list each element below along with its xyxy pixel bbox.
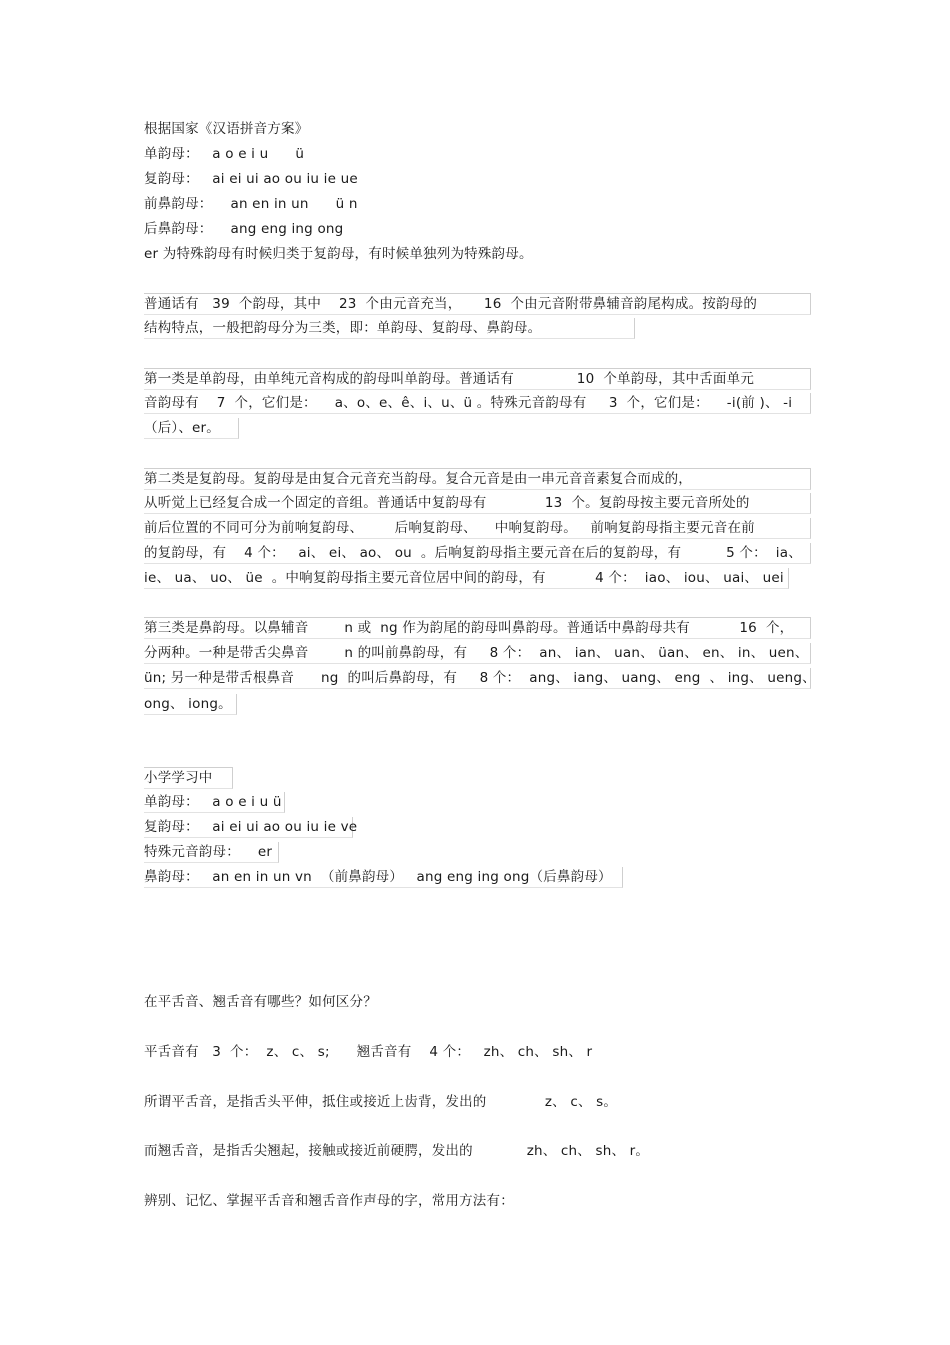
type2-line-2: 从听觉上已经复合成一个固定的音组。普通话中复韵母有 13 个。复韵母按主要元音所处的 [144,493,811,514]
primary-special-final: 特殊元音韵母： er [144,842,279,863]
type3-line-2: 分两种。一种是带舌尖鼻音 n 的叫前鼻韵母，有 8 个： an、 ian、 uan、 üan、 en、 in、 uen、 [144,643,811,664]
type1-line-2: 音韵母有 7 个，它们是： a、o、e、ê、i、u、ü 。特殊元音韵母有 3 个，它们是： -i(前 )、 -i [144,393,811,414]
scheme-heading: 根据国家《汉语拼音方案》 [144,121,309,137]
primary-compound-finals: 复韵母： ai ei ui ao ou iu ie ve [144,817,353,838]
type3-line-3: ün; 另一种是带舌根鼻音 ng 的叫后鼻韵母，有 8 个： ang、 iang、 uang、 eng 、 ing、 ueng、 [144,668,811,689]
scheme-simple-finals: 单韵母： a o e i u ü [144,146,305,162]
overview-line-1: 普通话有 39 个韵母，其中 23 个由元音充当， 16 个由元音附带鼻辅音韵尾构成。按韵母的 [144,293,811,315]
type3-line-4: ong、 iong。 [144,694,237,715]
type1-line-3: （后）、er。 [144,418,239,439]
retroflex-answer-1: 平舌音有 3 个： z、 c、 s; 翘舌音有 4 个： zh、 ch、 sh、 r [144,1044,593,1060]
primary-simple-finals: 单韵母： a o e i u ü [144,792,285,813]
retroflex-answer-3: 而翘舌音，是指舌尖翘起，接触或接近前硬腭，发出的 zh、 ch、 sh、 r。 [144,1143,650,1159]
overview-line-2: 结构特点，一般把韵母分为三类，即：单韵母、复韵母、鼻韵母。 [144,318,635,339]
scheme-front-nasal-finals: 前鼻韵母： an en in un ü n [144,196,358,212]
type2-line-1: 第二类是复韵母。复韵母是由复合元音充当韵母。复合元音是由一串元音音素复合而成的， [144,468,811,490]
type1-line-1: 第一类是单韵母，由单纯元音构成的韵母叫单韵母。普通话有 10 个单韵母，其中舌面单元 [144,368,811,390]
scheme-back-nasal-finals: 后鼻韵母： ang eng ing ong [144,221,344,237]
type2-line-4: 的复韵母，有 4 个： ai、 ei、 ao、 ou 。后响复韵母指主要元音在后的复韵母，有 5 个： ia、 [144,543,811,564]
type2-line-3: 前后位置的不同可分为前响复韵母、 后响复韵母、 中响复韵母。 前响复韵母指主要元音在前 [144,518,811,539]
retroflex-answer-2: 所谓平舌音，是指舌头平伸，抵住或接近上齿背，发出的 z、 c、 s。 [144,1094,618,1110]
retroflex-answer-4: 辨别、记忆、掌握平舌音和翘舌音作声母的字，常用方法有： [144,1193,514,1209]
retroflex-question: 在平舌音、翘舌音有哪些？如何区分？ [144,994,377,1010]
scheme-compound-finals: 复韵母： ai ei ui ao ou iu ie ue [144,171,358,187]
primary-heading: 小学学习中 [144,767,233,789]
type3-line-1: 第三类是鼻韵母。以鼻辅音 n 或 ng 作为韵尾的韵母叫鼻韵母。普通话中鼻韵母共有 16 个， [144,617,811,639]
primary-nasal-finals: 鼻韵母： an en in un vn （前鼻韵母） ang eng ing ong（后鼻韵母） [144,867,623,888]
type2-line-5: ie、 ua、 uo、 üe 。中响复韵母指主要元音位居中间的韵母，有 4 个： iao、 iou、 uai、 uei [144,568,789,589]
scheme-er-note: er 为特殊韵母有时候归类于复韵母，有时候单独列为特殊韵母。 [144,246,533,262]
